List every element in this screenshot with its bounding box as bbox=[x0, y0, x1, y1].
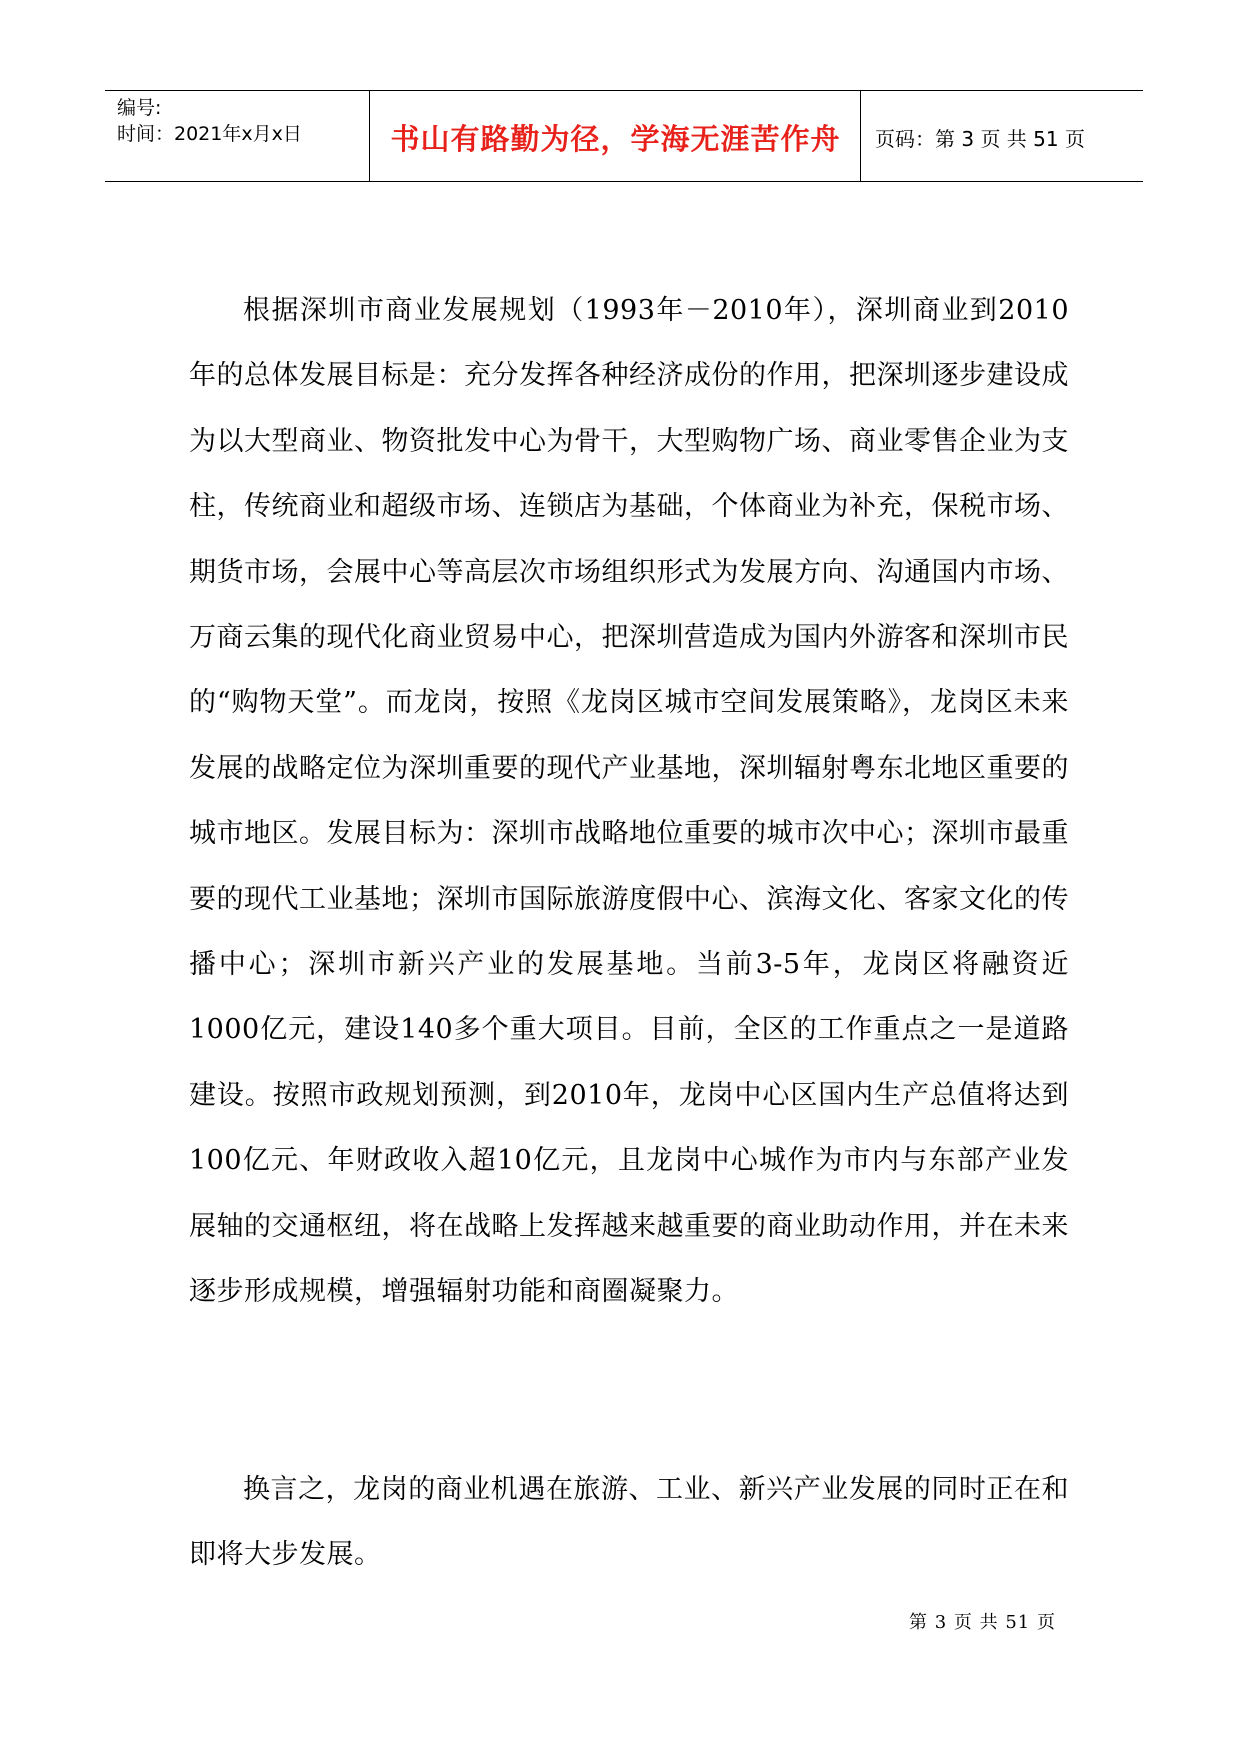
header-divider bbox=[369, 91, 370, 181]
serial-number-label: 编号: bbox=[117, 97, 162, 119]
time-label: 时间：2021年x月x日 bbox=[117, 123, 302, 145]
page-header bbox=[105, 90, 1143, 182]
body-paragraph-2: 换言之，龙岗的商业机遇在旅游、工业、新兴产业发展的同时正在和即将大步发展。 bbox=[189, 1474, 1069, 1571]
body-paragraph-1: 根据深圳市商业发展规划（1993年－2010年），深圳商业到2010年的总体发展目标是：充分发挥各种经济成份的作用，把深圳逐步建设成为以大型商业、物资批发中心为骨干，大型购物广场、商业零售企业为支柱，传统商业和超级市场、连锁店为基础，个体商业为补充，保税市场、期货市场，会展中心等高层次市场组织形式为发展方向、沟通国内市场、万商云集的现代化商业贸易中心，把深圳营造成为国内外游客和深圳市民的“购物天堂”。而龙岗，按照《龙岗区城市空间发展策略》，龙岗区未来发展的战略定位为深圳重要的现代产业基地，深圳辐射粤东北地区重要的城市地区。发展目标为：深圳市战略地位重要的城市次中心；深圳市最重要的现代工业基地；深圳市国际旅游度假中心、滨海文化、客家文化的传播中心；深圳市新兴产业的发展基地。当前3-5年，龙岗区将融资近1000亿元，建设140多个重大项目。目前，全区的工作重点之一是道路建设。按照市政规划预测，到2010年，龙岗中心区国内生产总值将达到100亿元、年财政收入超10亿元，且龙岗中心城作为市内与东部产业发展轴的交通枢纽，将在战略上发挥越来越重要的商业助动作用，并在未来逐步形成规模，增强辐射功能和商圈凝聚力。 bbox=[189, 295, 1069, 1308]
header-motto: 书山有路勤为径，学海无涯苦作舟 bbox=[390, 121, 841, 156]
header-page-code: 页码：第 3 页 共 51 页 bbox=[875, 126, 1085, 151]
header-divider bbox=[860, 91, 861, 181]
page-footer-number: 第 3 页 共 51 页 bbox=[909, 1612, 1056, 1633]
